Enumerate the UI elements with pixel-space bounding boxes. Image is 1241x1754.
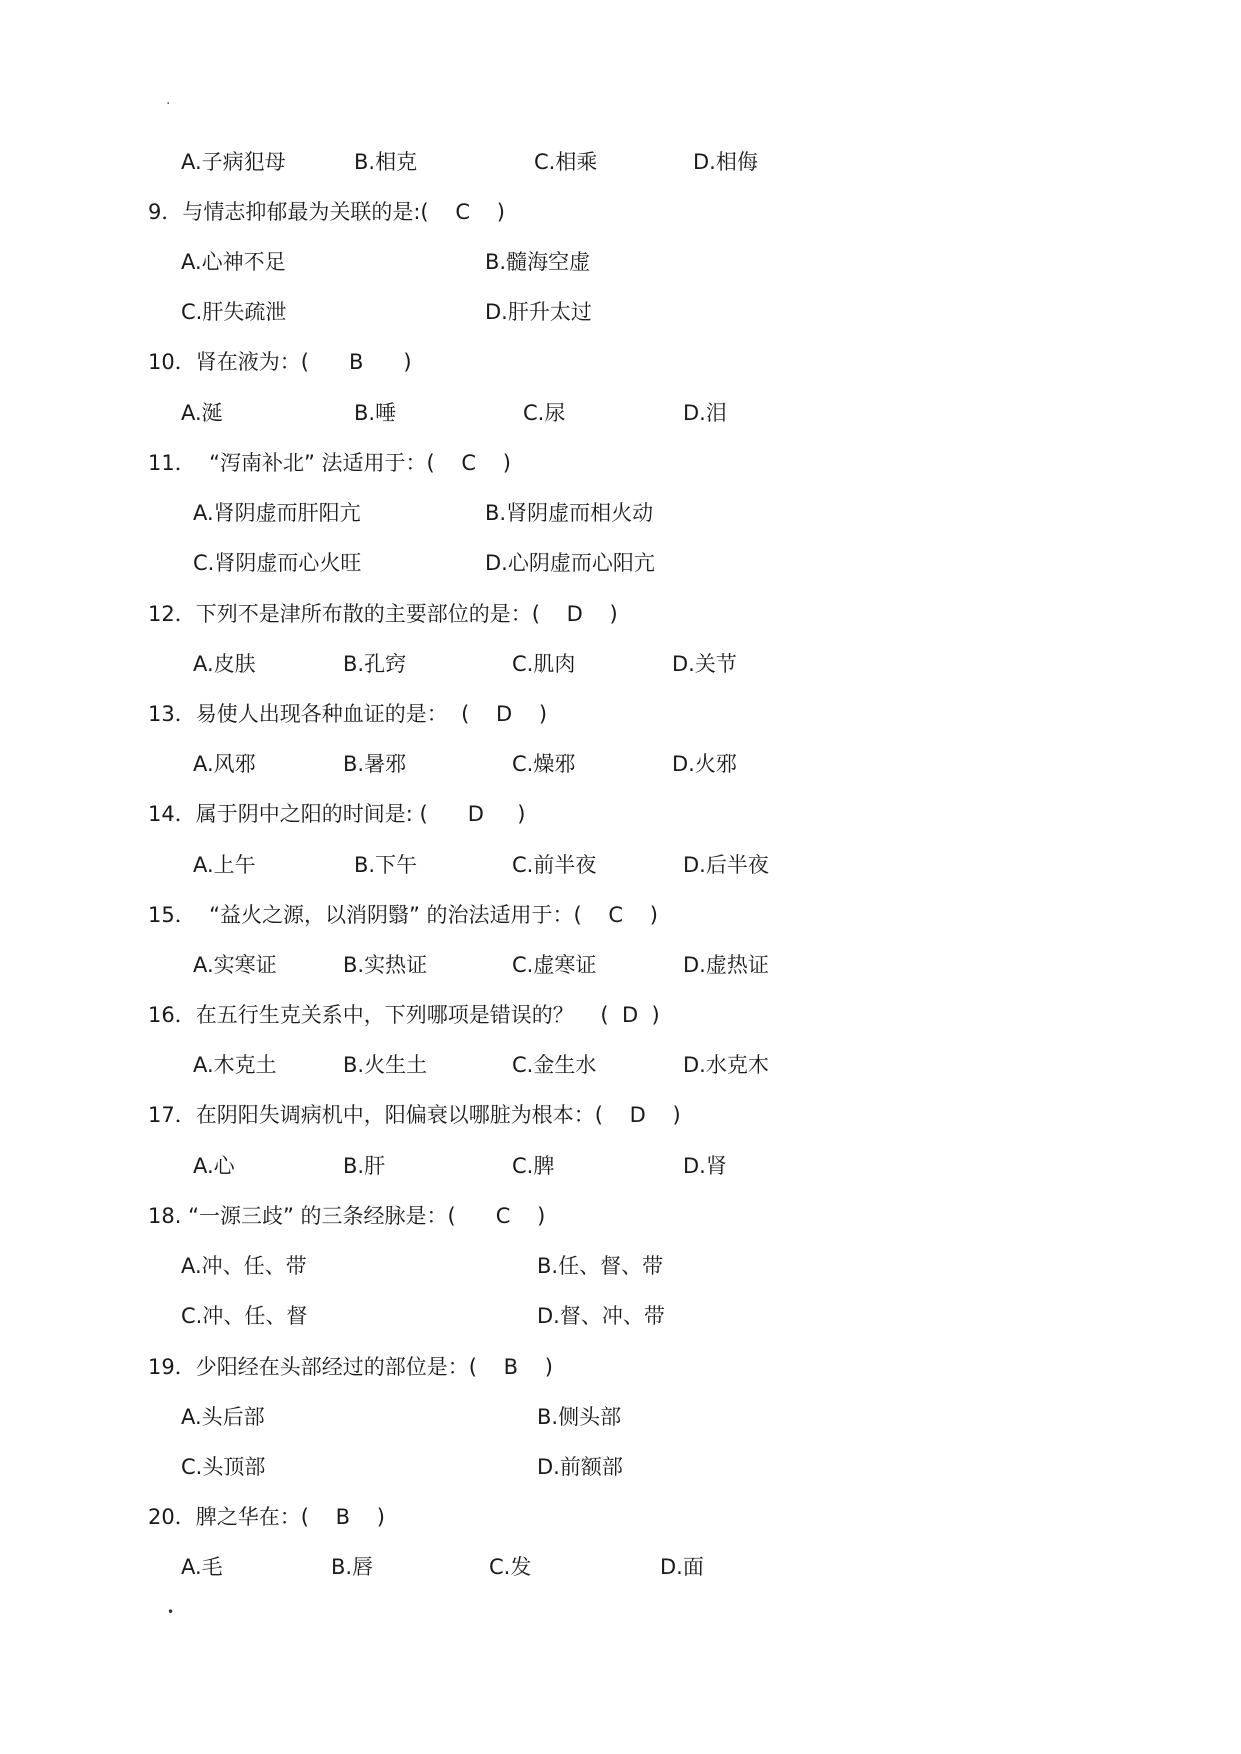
question-16-stem: 16．在五行生克关系中，下列哪项是错误的？ ( D ) [148, 1003, 660, 1027]
option-d: D.虚热证 [683, 953, 769, 977]
option-d: D.关节 [672, 652, 737, 676]
option-c: C.前半夜 [512, 853, 597, 877]
option-a: A.皮肤 [193, 652, 256, 676]
question-9-stem: 9．与情志抑郁最为关联的是:( C ) [148, 200, 505, 224]
option-c: C.肾阴虚而心火旺 [193, 551, 362, 575]
option-a: A.心 [193, 1154, 235, 1178]
option-c: C.脾 [512, 1154, 555, 1178]
option-d: D.后半夜 [683, 853, 769, 877]
option-b: B.肾阴虚而相火动 [485, 501, 654, 525]
question-17-stem: 17．在阴阳失调病机中，阳偏衰以哪脏为根本：( D ) [148, 1103, 681, 1127]
option-d: D.心阴虚而心阳亢 [485, 551, 655, 575]
option-d: D.相侮 [693, 150, 758, 174]
bottom-mark: • [167, 1605, 175, 1619]
option-c: C.冲、任、督 [181, 1304, 308, 1328]
option-c: C.虚寒证 [512, 953, 597, 977]
option-b: B.暑邪 [343, 752, 407, 776]
option-c: C.肌肉 [512, 652, 576, 676]
option-b: B.实热证 [343, 953, 428, 977]
question-20-stem: 20．脾之华在：( B ) [148, 1505, 385, 1529]
question-18-stem: 18. “一源三歧” 的三条经脉是：( C ) [148, 1204, 546, 1228]
option-d: D.前额部 [537, 1455, 623, 1479]
question-13-stem: 13．易使人出现各种血证的是： ( D ) [148, 702, 548, 726]
option-b: B.侧头部 [537, 1405, 622, 1429]
question-19-stem: 19．少阳经在头部经过的部位是：( B ) [148, 1355, 553, 1379]
option-a: A.上午 [193, 853, 256, 877]
option-c: C.肝失疏泄 [181, 300, 287, 324]
option-b: B.唇 [331, 1555, 374, 1579]
question-14-stem: 14．属于阴中之阳的时间是: ( D ) [148, 802, 526, 826]
option-b: B.下午 [354, 853, 418, 877]
option-b: B.相克 [354, 150, 418, 174]
option-a: A.头后部 [181, 1405, 265, 1429]
option-a: A.肾阴虚而肝阳亢 [193, 501, 361, 525]
question-15-stem: 15． “益火之源，以消阴翳” 的治法适用于：( C ) [148, 903, 658, 927]
option-b: B.肝 [343, 1154, 386, 1178]
option-a: A.实寒证 [193, 953, 277, 977]
option-d: D.水克木 [683, 1053, 769, 1077]
option-a: A.子病犯母 [181, 150, 286, 174]
option-d: D.泪 [683, 401, 727, 425]
option-a: A.冲、任、带 [181, 1254, 307, 1278]
top-mark: . [166, 92, 171, 108]
option-a: A.木克土 [193, 1053, 277, 1077]
option-b: B.孔窍 [343, 652, 407, 676]
option-a: A.风邪 [193, 752, 256, 776]
question-12-stem: 12．下列不是津所布散的主要部位的是：( D ) [148, 602, 618, 626]
option-b: B.火生土 [343, 1053, 428, 1077]
option-c: C.发 [489, 1555, 532, 1579]
option-c: C.金生水 [512, 1053, 597, 1077]
option-d: D.肝升太过 [485, 300, 592, 324]
option-b: B.髓海空虚 [485, 250, 591, 274]
question-10-stem: 10．肾在液为：( B ) [148, 350, 412, 374]
option-d: D.肾 [683, 1154, 727, 1178]
option-a: A.心神不足 [181, 250, 286, 274]
option-d: D.火邪 [672, 752, 737, 776]
question-11-stem: 11． “泻南补北” 法适用于：( C ) [148, 451, 511, 475]
option-c: C.燥邪 [512, 752, 576, 776]
option-b: B.唾 [354, 401, 397, 425]
option-c: C.头顶部 [181, 1455, 266, 1479]
option-a: A.毛 [181, 1555, 223, 1579]
option-c: C.相乘 [534, 150, 598, 174]
option-d: D.督、冲、带 [537, 1304, 665, 1328]
option-c: C.尿 [523, 401, 566, 425]
option-b: B.任、督、带 [537, 1254, 664, 1278]
option-a: A.涎 [181, 401, 223, 425]
option-d: D.面 [660, 1555, 704, 1579]
